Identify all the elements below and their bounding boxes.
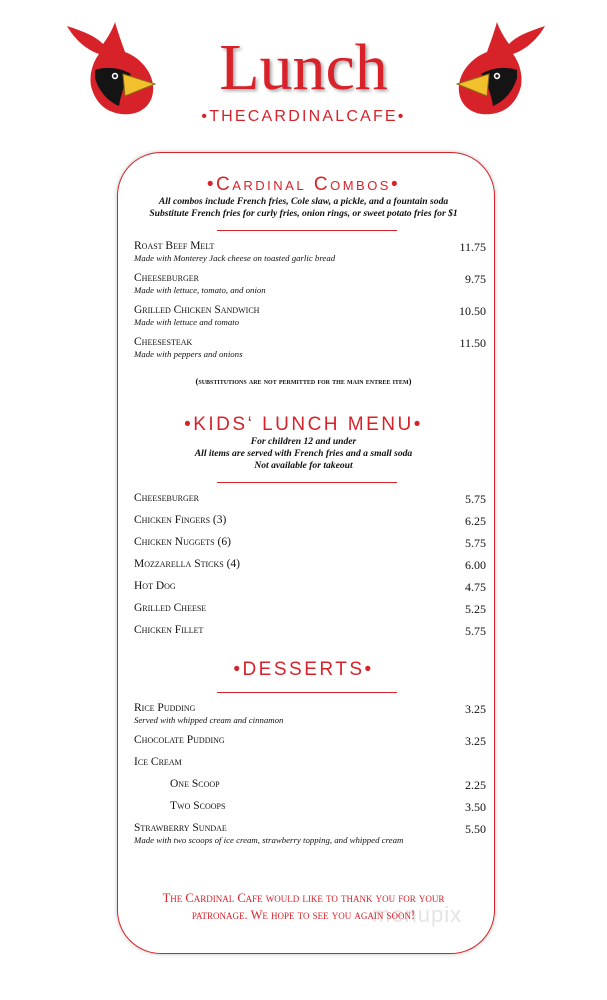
menu-item [134,304,486,327]
item-price: 3.50 [465,800,486,814]
menu-item [134,800,486,812]
item-price: 3.25 [465,702,486,716]
menu-item [134,778,486,790]
item-price: 3.25 [465,734,486,748]
combos-note-line: All combos include French fries, Cole slaw, a pickle, and a fountain soda [158,196,449,207]
item-price: 5.75 [465,536,486,550]
item-price: 11.50 [459,336,486,350]
cafe-name-subtitle: •THECARDINALCAFE• [201,108,406,125]
item-price: 5.25 [465,602,486,616]
item-price: 6.25 [465,514,486,528]
kids-note-line: All items are served with French fries and a small soda [194,448,413,459]
item-name: Cheesesteak [134,336,193,348]
divider [217,692,397,693]
item-description: Made with peppers and onions [134,349,243,359]
substitution-disclaimer: (substitutions are not permitted for the main entree item) [195,376,412,386]
section-heading-desserts: •DESSERTS• [233,659,374,680]
item-price: 2.25 [465,778,486,792]
divider [217,482,397,483]
combos-note [0,196,607,220]
item-price: 6.00 [465,558,486,572]
thank-you-line: The Cardinal Cafe would like to thank you for your [162,891,445,905]
item-name: Chocolate Pudding [134,734,225,746]
item-name: Ice Cream [134,756,182,768]
menu-item [134,702,486,725]
menu-item [134,580,486,592]
item-price: 5.75 [465,624,486,638]
menu-item [134,536,486,548]
item-description: Made with Monterey Jack cheese on toasted garlic bread [134,253,336,263]
item-name: Rice Pudding [134,702,196,714]
menu-item [134,756,486,768]
item-name: Strawberry Sundae [134,822,227,834]
menu-item [134,624,486,636]
item-name: Mozzarella Sticks (4) [134,558,240,570]
item-name: Grilled Cheese [134,602,207,614]
item-name: Chicken Fingers (3) [134,514,227,526]
item-name: Two Scoops [170,800,226,812]
menu-item [134,602,486,614]
menu-item [134,514,486,526]
item-price: 9.75 [465,272,486,286]
item-name: Cheeseburger [134,272,200,284]
item-name: Roast Beef Melt [134,240,215,252]
section-heading-combos: •Cardinal Combos• [206,174,401,195]
item-name: One Scoop [170,778,220,790]
menu-item [134,822,486,845]
thank-you-line: patronage. We hope to see you again soon! [191,908,416,922]
menu-item [134,558,486,570]
item-name: Chicken Nuggets (6) [134,536,231,548]
item-description: Made with lettuce and tomato [134,317,240,327]
item-description: Made with two scoops of ice cream, strawberry topping, and whipped cream [134,835,404,845]
item-price: 10.50 [459,304,486,318]
menu-item [134,336,486,359]
watermark: menupix [372,902,463,927]
menu-item [134,272,486,295]
item-description: Made with lettuce, tomato, and onion [134,285,266,295]
item-name: Chicken Fillet [134,624,204,636]
menu-item [134,734,486,746]
page-title: Lunch [219,31,388,104]
item-name: Grilled Chicken Sandwich [134,304,260,316]
combos-note-line: Substitute French fries for curly fries, onion rings, or sweet potato fries for $1 [149,208,458,219]
kids-note-line: For children 12 and under [250,436,357,447]
item-description: Served with whipped cream and cinnamon [134,715,284,725]
divider [217,230,397,231]
item-name: Cheeseburger [134,492,200,504]
section-heading-kids: •KIDS‘ LUNCH MENU• [184,414,423,435]
menu-item [134,240,486,263]
item-name: Hot Dog [134,580,176,592]
item-price: 4.75 [465,580,486,594]
thank-you-message [0,890,607,924]
item-price: 5.75 [465,492,486,506]
item-price: 5.50 [465,822,486,836]
menu-item [134,492,486,504]
item-price: 11.75 [459,240,486,254]
kids-note-line: Not available for takeout [254,460,353,471]
kids-note [0,436,607,472]
